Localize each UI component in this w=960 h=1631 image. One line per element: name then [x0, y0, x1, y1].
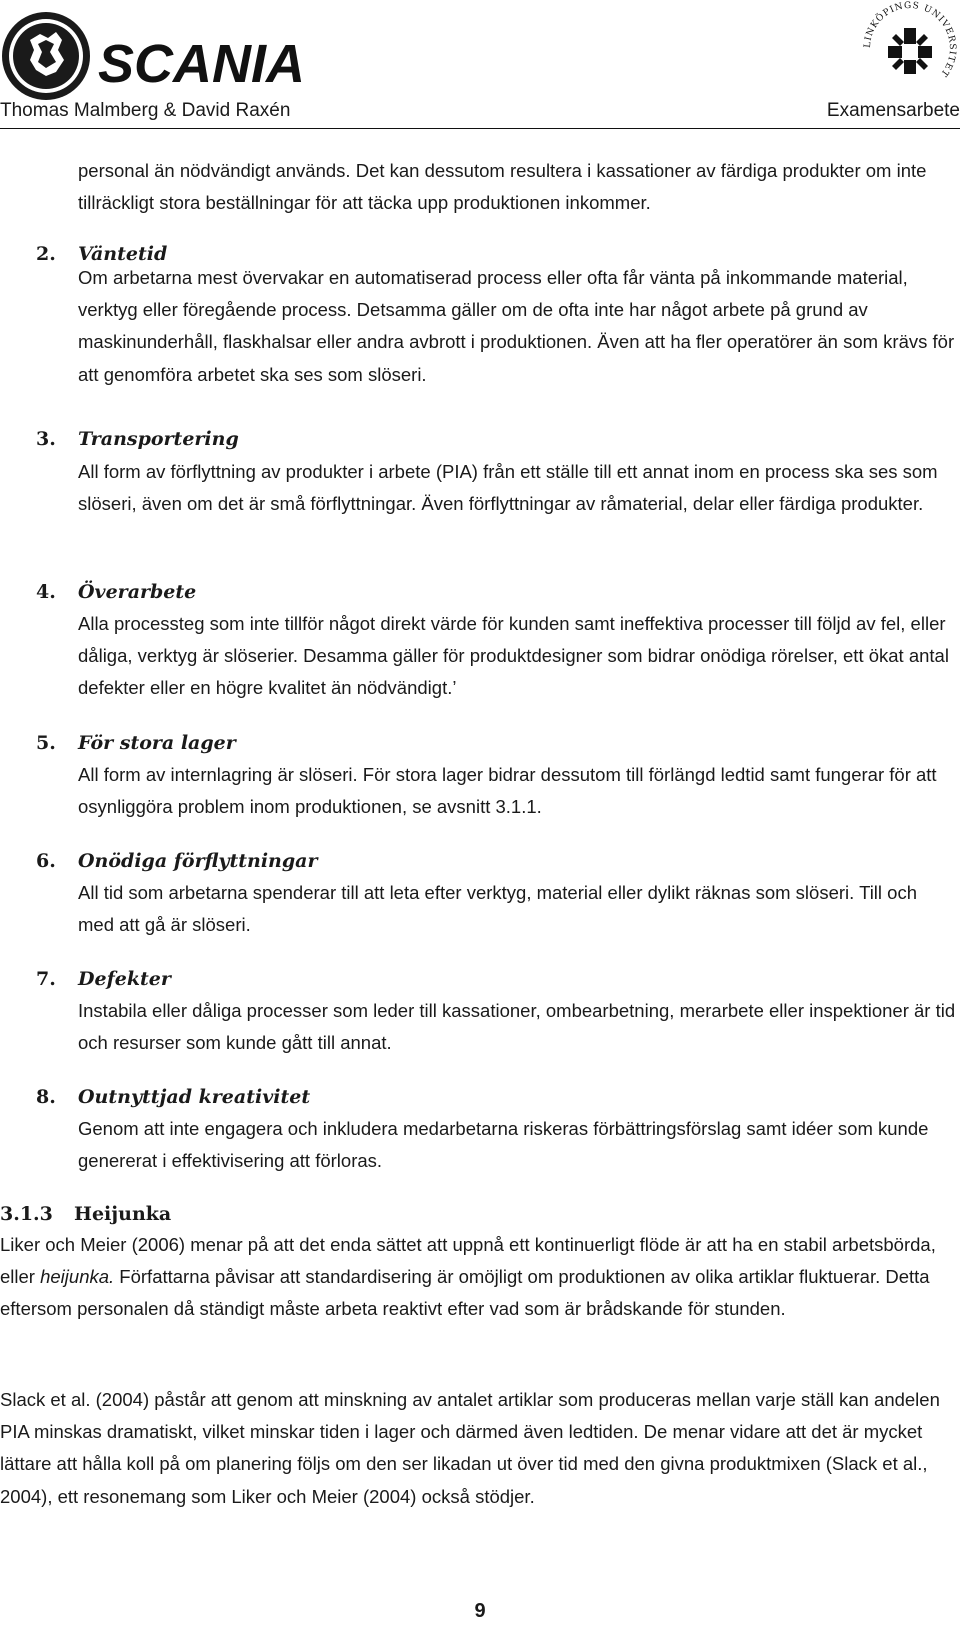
header-author: Thomas Malmberg & David Raxén [0, 100, 291, 121]
continuation-paragraph: personal än nödvändigt används. Det kan dessutom resultera i kassationer av färdiga produkter om inte tillräckligt stora beställningar för att täcka upp produktionen inkommer. [78, 160, 927, 214]
page-number: 9 [474, 1600, 486, 1622]
header-doc-type: Examensarbete [826, 100, 960, 121]
scania-wordmark: SCANIA [98, 34, 306, 94]
list-item-text: All tid som arbetarna spenderar till att leta efter verktyg, material eller dylikt räknas som slöseri. Till och med att gå är slöseri. [78, 882, 917, 936]
list-item-text: All form av förflyttning av produkter i arbete (PIA) från ett ställe till ett annat inom en process ska ses som slöseri, även om det är små förflyttningar. Även förflyttningar av råmaterial, delar eller färdiga produkter. [78, 461, 938, 515]
list-item-title: För stora lager [78, 732, 236, 754]
list-item-text: Alla processteg som inte tillför något direkt värde för kunden samt ineffektiva processer till följd av fel, eller dåliga, verktyg är slöserier. Desamma gäller för produktdesigner som bidrar onödiga rörelser, ett ökat antal defekter eller en högre kvalitet än nödvändigt.’ [78, 613, 949, 699]
list-number: 6. [36, 850, 56, 872]
list-item-title: Väntetid [78, 243, 168, 265]
list-item-title: Transportering [78, 428, 239, 450]
list-item-text: All form av internlagring är slöseri. För stora lager bidrar dessutom till förlängd ledtid samt fungerar för att osynliggöra problem inom produktionen, se avsnitt 3.1.1. [78, 764, 937, 818]
list-item-title: Defekter [78, 968, 171, 990]
liu-logo [862, 0, 958, 96]
section-number: 3.1.3 [0, 1203, 53, 1225]
list-number: 3. [36, 428, 56, 450]
list-number: 8. [36, 1086, 56, 1108]
header-divider [0, 128, 960, 129]
list-item-title: Outnyttjad kreativitet [78, 1086, 311, 1108]
svg-text:LINKÖPINGS UNIVERSITET: LINKÖPINGS UNIVERSITET [862, 0, 958, 79]
scania-logo [0, 10, 330, 102]
list-number: 2. [36, 243, 56, 265]
list-number: 7. [36, 968, 56, 990]
section-paragraph-2: Slack et al. (2004) påstår att genom att minskning av antalet artiklar som produceras mellan varje ställ kan andelen PIA minskas dramatiskt, vilket minskar tiden i lager och därmed även ledtiden. De menar vidare att det är mycket lättare att hålla koll på om planering följs om den ser likadan ut över tid med den givna produktmixen (Slack et al., 2004), ett resonemang som Liker och Meier (2004) också stödjer. [0, 1389, 940, 1507]
list-item-text: Om arbetarna mest övervakar en automatiserad process eller ofta får vänta på inkommande material, verktyg eller föregående process. Detsamma gäller om de ofta inte har något arbete på grund av maskinunderhåll, flaskhalsar eller andra avbrott i produktionen. Även att ha fler operatörer än som krävs för att genomföra arbetet ska ses som slöseri. [78, 267, 955, 385]
list-number: 4. [36, 581, 56, 603]
paragraph-text: Liker och Meier (2006) menar på att det enda sättet att uppnå ett kontinuerligt flöde är att ha en stabil arbetsbörda, eller [0, 1234, 936, 1288]
paragraph-text: Författarna påvisar att standardisering är omöjligt om produktionen av olika artiklar fluktuerar. Detta eftersom personalen då ständigt måste arbeta reaktivt efter vad som är brådskande för stunden. [0, 1266, 930, 1320]
heijunka-term: heijunka. [40, 1266, 115, 1288]
list-item-title: Onödiga förflyttningar [78, 850, 318, 872]
list-number: 5. [36, 732, 56, 754]
section-title: Heijunka [74, 1203, 172, 1225]
section-paragraph-1 [0, 1229, 958, 1326]
list-item-title: Överarbete [78, 581, 197, 603]
list-item-text: Genom att inte engagera och inkludera medarbetarna riskeras förbättringsförslag samt idéer som kunde genererat i effektivisering att förloras. [78, 1118, 929, 1172]
list-item-text: Instabila eller dåliga processer som leder till kassationer, ombearbetning, merarbete eller inspektioner är tid och resurser som kunde gått till annat. [78, 1000, 956, 1054]
